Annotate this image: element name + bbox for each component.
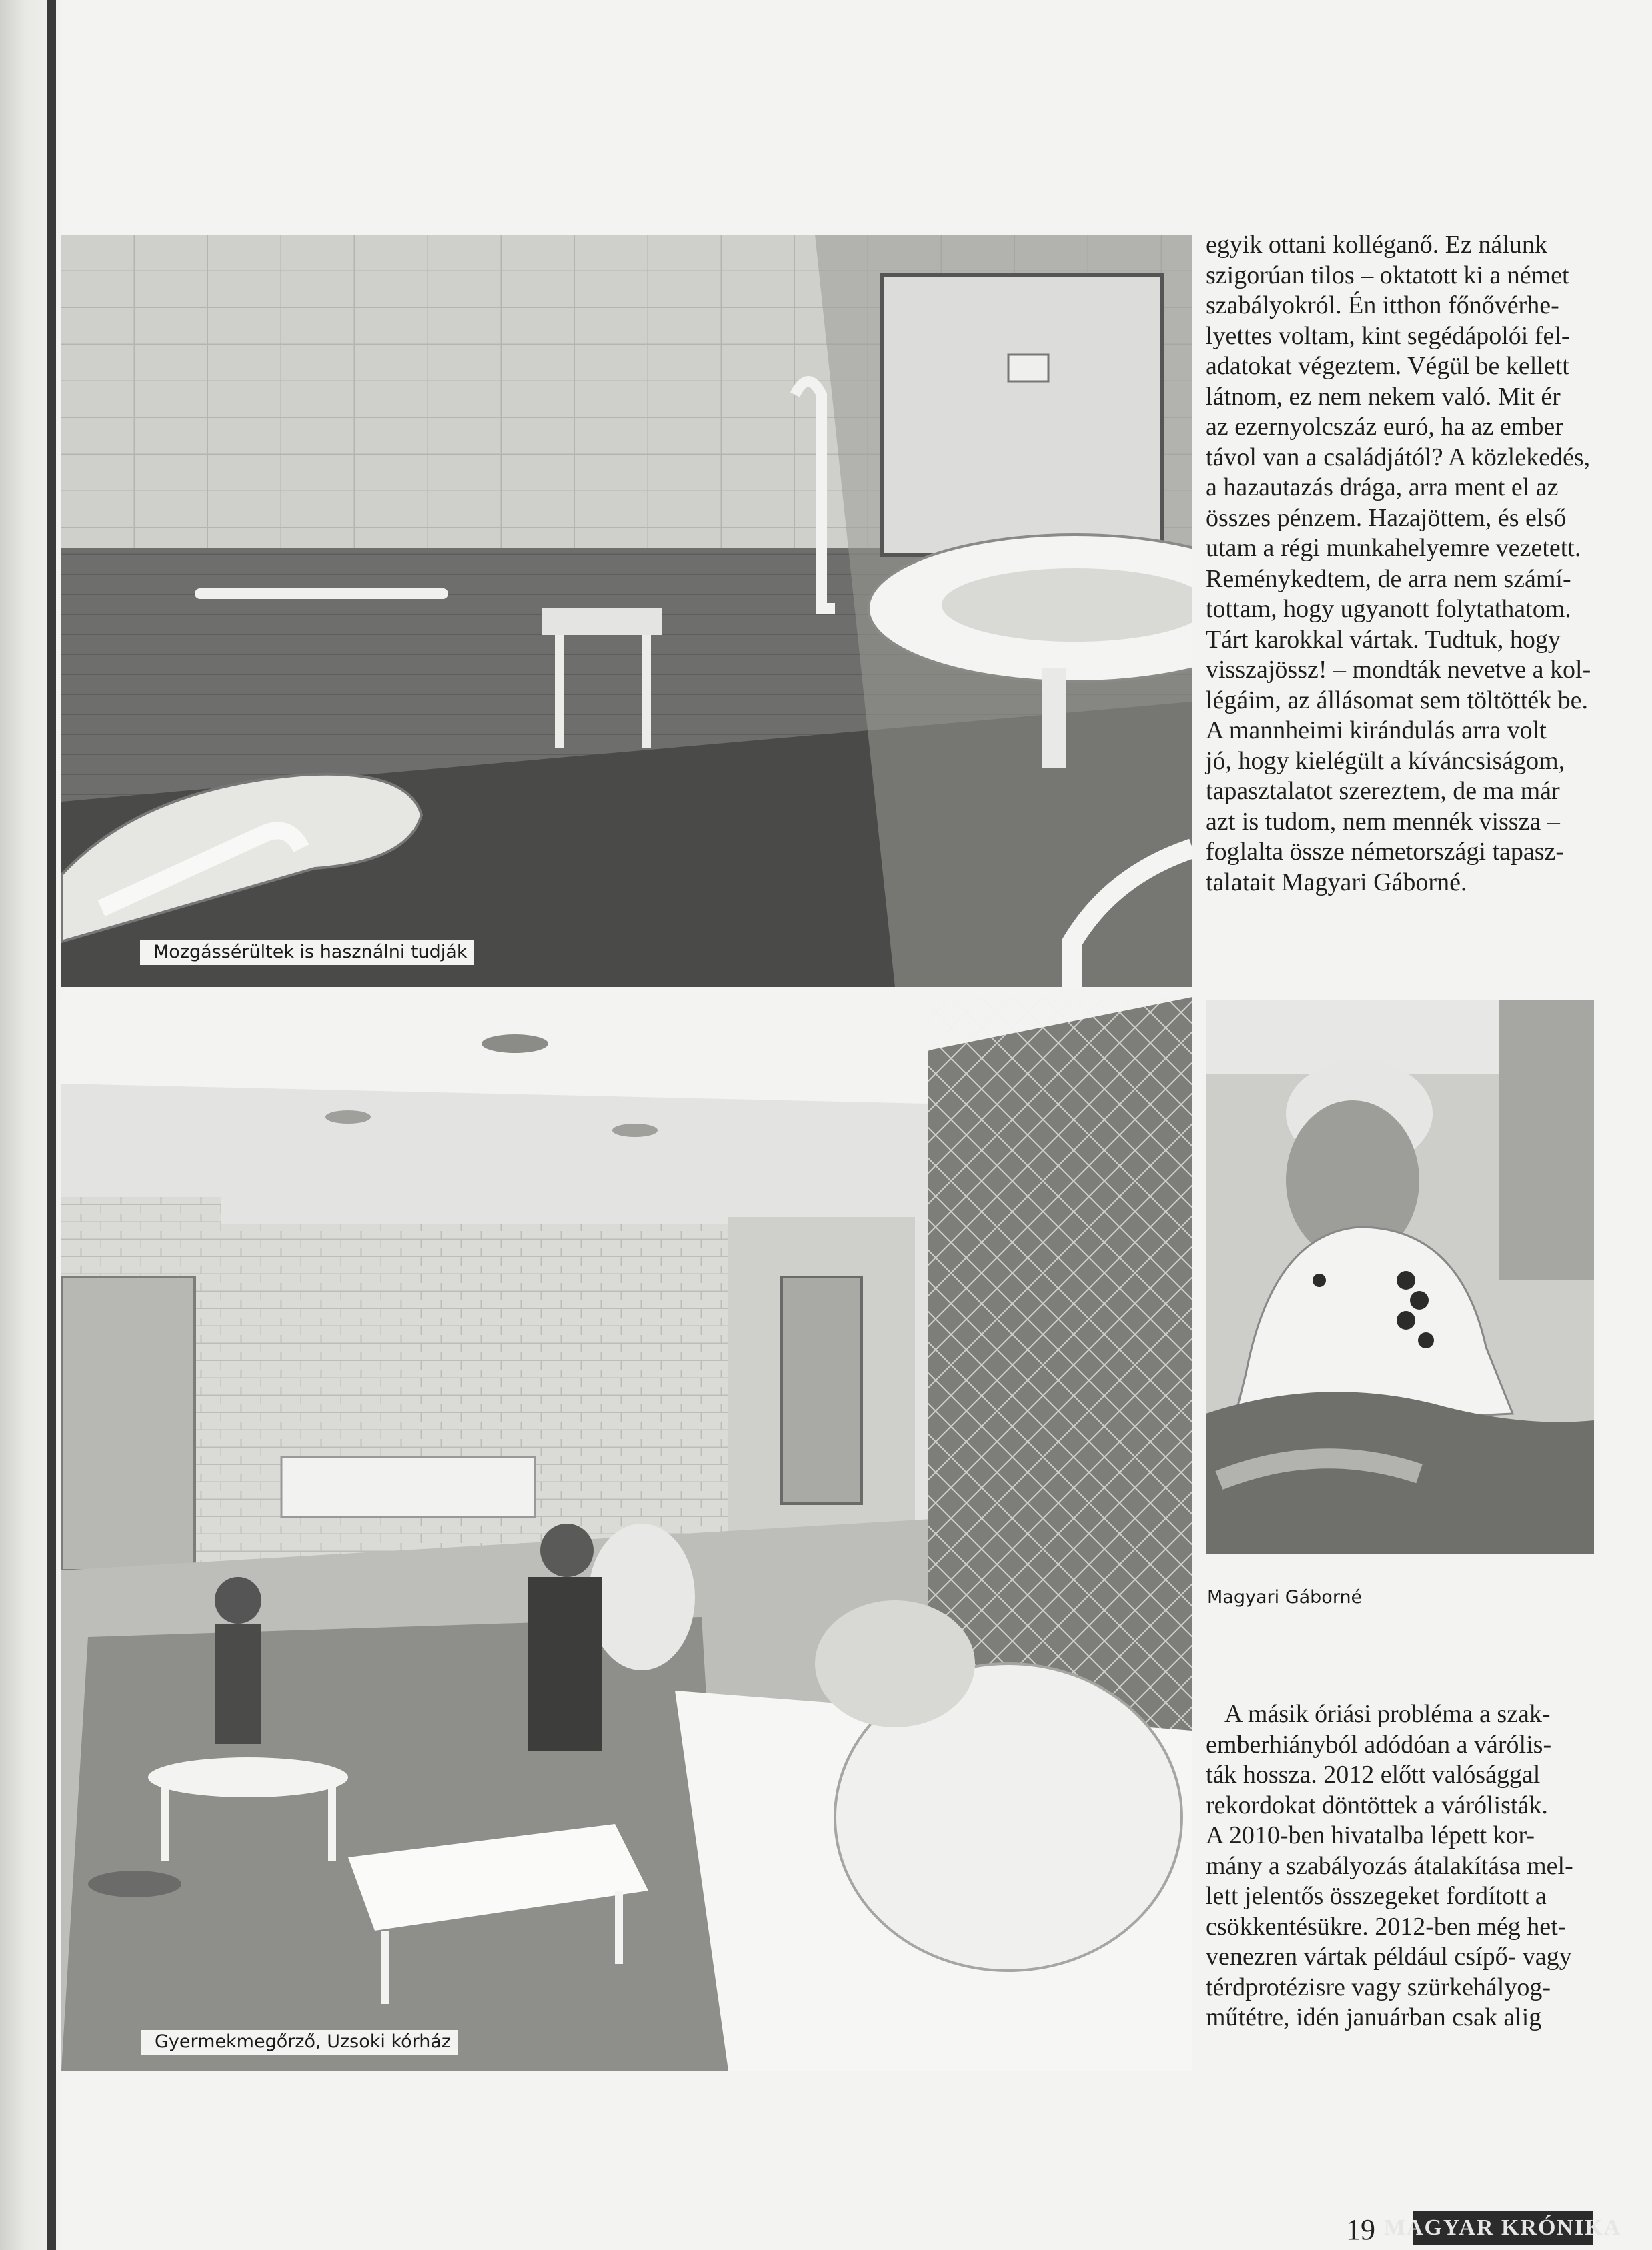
playroom-caption: Gyermekmegőrző, Uzsoki kórház [141, 2030, 458, 2055]
text-line: távol van a családjától? A közlekedés, [1206, 443, 1591, 471]
text-line: visszajössz! – mondták nevetve a kol- [1206, 656, 1591, 684]
text-line: utam a régi munkahelyemre vezetett. [1206, 534, 1581, 562]
text-line: összes pénzem. Hazajöttem, és első [1206, 503, 1567, 532]
magazine-masthead: MAGYAR KRÓNIKA [1413, 2211, 1593, 2245]
article-column-bottom [1206, 1699, 1606, 2033]
text-line: ták hossza. 2012 előtt valósággal [1206, 1761, 1541, 1789]
text-line: az ezernyolcszáz euró, ha az ember [1206, 413, 1563, 441]
text-line: emberhiányból adódóan a várólis- [1206, 1730, 1552, 1759]
portrait-illustration [1206, 1000, 1594, 1554]
page-spine [47, 0, 56, 2250]
portrait-caption: Magyari Gáborné [1207, 1586, 1369, 1610]
text-line: mány a szabályozás átalakítása mel- [1206, 1851, 1573, 1880]
text-line: Tárt karokkal vártak. Tudtuk, hogy [1206, 625, 1561, 654]
text-line: A másik óriási probléma a szak- [1224, 1700, 1551, 1728]
bathroom-caption: Mozgássérültek is használni tudják [140, 940, 474, 965]
text-line: tottam, hogy ugyanott folytathatom. [1206, 595, 1571, 623]
text-line: foglalta össze németországi tapasz- [1206, 838, 1565, 866]
text-line: adatokat végeztem. Végül be kellett [1206, 352, 1569, 380]
text-line: látnom, ez nem nekem való. Mit ér [1206, 382, 1561, 411]
playroom-photo [61, 997, 1192, 2071]
page-number: 19 [1346, 2213, 1375, 2246]
text-line: légáim, az állásomat sem töltötték be. [1206, 686, 1588, 714]
text-line: a hazautazás drága, arra ment el az [1206, 473, 1559, 501]
text-line: talatait Magyari Gáborné. [1206, 868, 1467, 896]
text-line: tapasztalatot szereztem, de ma már [1206, 777, 1560, 805]
text-line: szigorúan tilos – oktatott ki a német [1206, 261, 1569, 289]
article-column-top [1206, 230, 1606, 898]
text-line: A mannheimi kirándulás arra volt [1206, 716, 1547, 744]
bathroom-illustration [61, 235, 1192, 987]
text-line: jó, hogy kielégült a kíváncsiságom, [1206, 746, 1565, 775]
text-line: műtétre, idén januárban csak alig [1206, 2003, 1542, 2031]
bathroom-photo [61, 235, 1192, 987]
playroom-illustration [61, 997, 1192, 2071]
portrait-photo [1206, 1000, 1594, 1554]
text-line: szabályokról. Én itthon főnővérhe- [1206, 291, 1559, 319]
text-line: egyik ottani kolléganő. Ez nálunk [1206, 231, 1547, 259]
text-line: csökkentésükre. 2012-ben még het- [1206, 1912, 1567, 1941]
text-line: A 2010-ben hivatalba lépett kor- [1206, 1821, 1535, 1849]
text-line: térdprotézisre vagy szürkehályog- [1206, 1973, 1551, 2001]
text-line: Reménykedtem, de arra nem számí- [1206, 564, 1571, 593]
text-line: lyettes voltam, kint segédápolói fel- [1206, 321, 1570, 350]
text-line: azt is tudom, nem mennék vissza – [1206, 807, 1560, 836]
text-line: venezren vártak például csípő- vagy [1206, 1943, 1572, 1971]
text-line: lett jelentős összegeket fordított a [1206, 1882, 1547, 1910]
text-line: rekordokat döntöttek a várólisták. [1206, 1791, 1548, 1819]
